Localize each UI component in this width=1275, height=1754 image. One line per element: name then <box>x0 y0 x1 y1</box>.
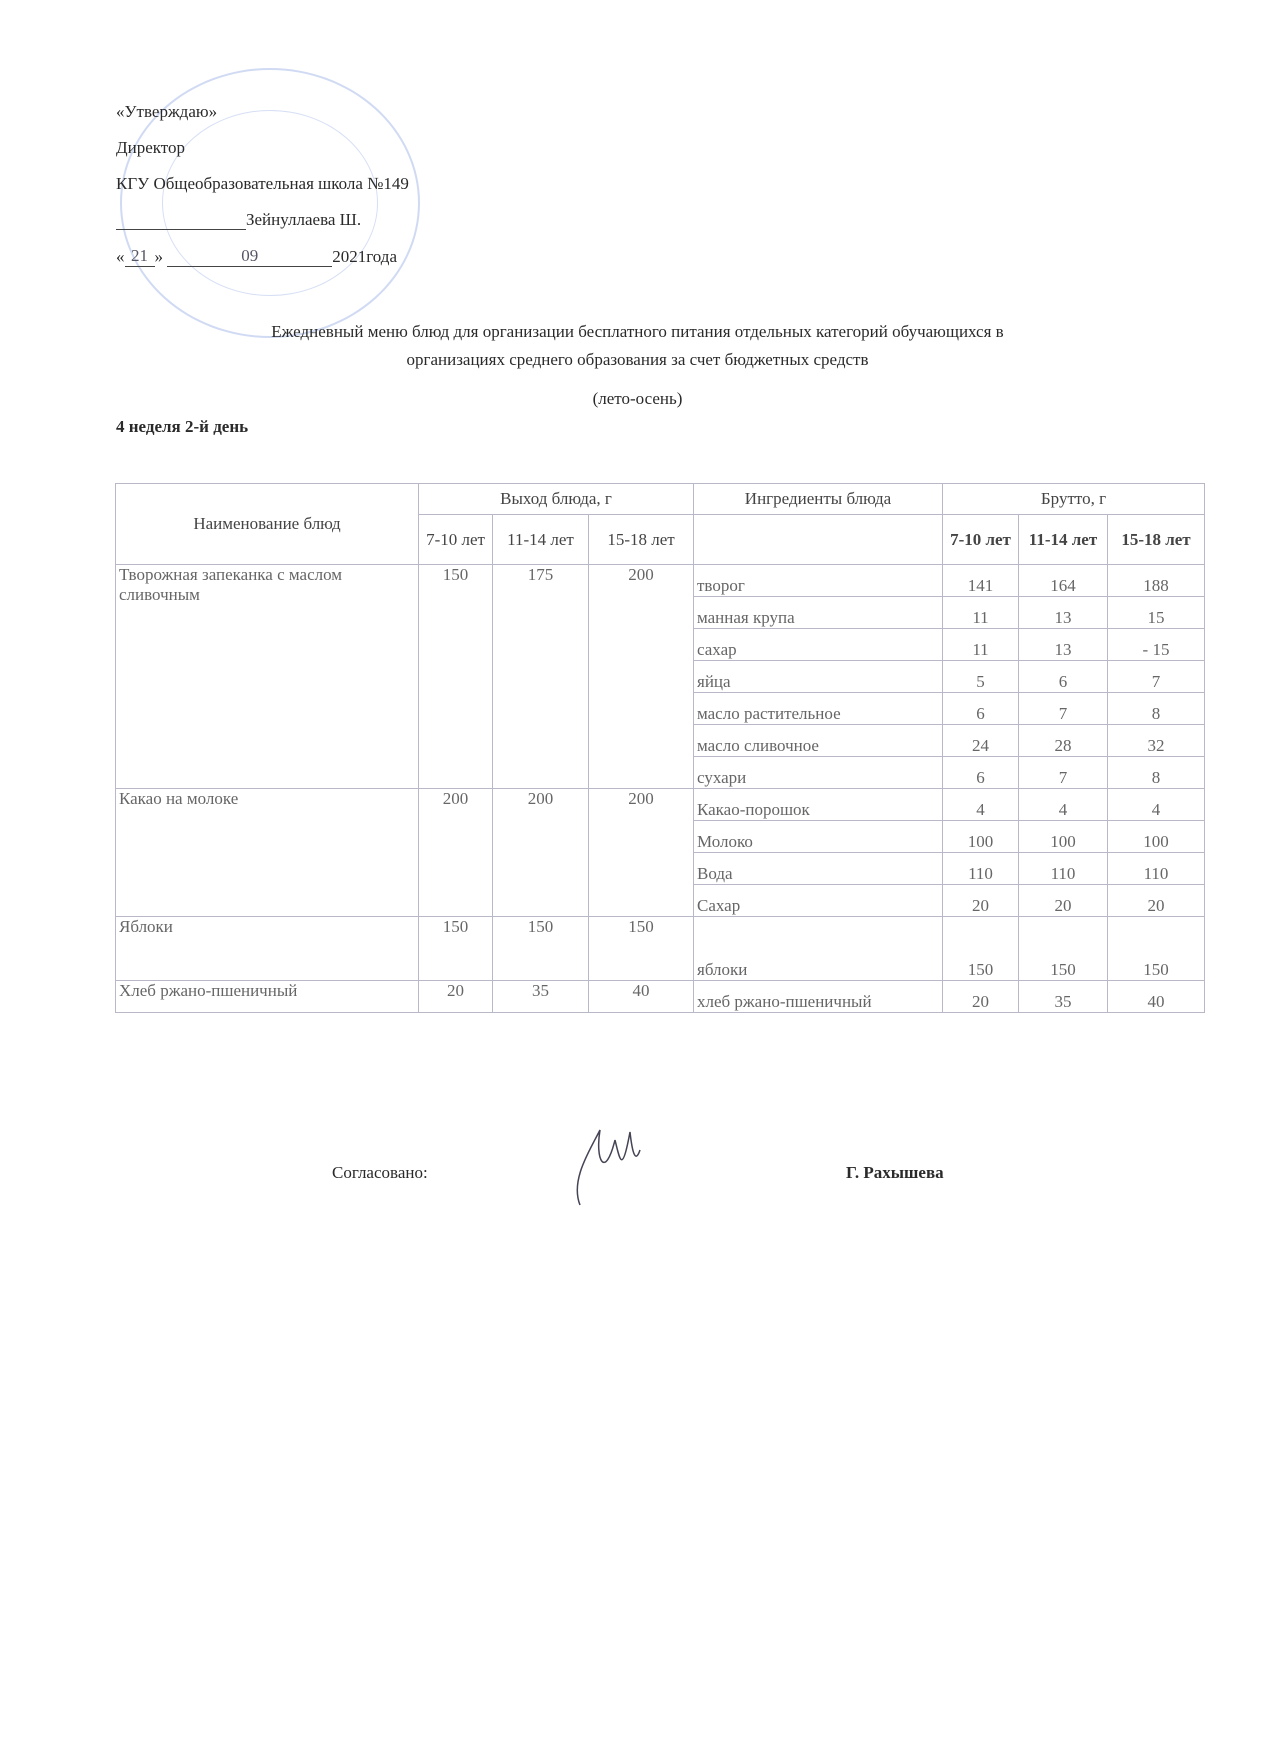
header-gross: Брутто, г <box>943 484 1205 515</box>
dish-output: 200 <box>419 789 493 917</box>
ingredient-name: Какао-порошок <box>694 789 943 821</box>
dish-output: 35 <box>493 981 589 1013</box>
dish-output: 150 <box>493 917 589 981</box>
ingredient-name: творог <box>694 565 943 597</box>
ingredient-gross: 8 <box>1108 693 1205 725</box>
header-gross-age2: 11-14 лет <box>1019 515 1108 565</box>
dish-output: 150 <box>419 565 493 789</box>
ingredient-gross: 20 <box>943 885 1019 917</box>
approval-date: « 21 » 09 2021года <box>116 246 398 266</box>
ingredient-gross: 150 <box>1108 917 1205 981</box>
date-day: 21 <box>125 246 155 267</box>
ingredient-gross: 28 <box>1019 725 1108 757</box>
table-row <box>116 565 1205 597</box>
ingredient-gross: 11 <box>943 597 1019 629</box>
ingredient-gross: 11 <box>943 629 1019 661</box>
header-ingredients-blank <box>694 515 943 565</box>
dish-output: 150 <box>589 917 694 981</box>
table-row <box>116 981 1205 1013</box>
ingredient-name: яблоки <box>694 917 943 981</box>
ingredient-gross: 141 <box>943 565 1019 597</box>
dish-name: Какао на молоке <box>116 789 419 917</box>
ingredient-gross: 4 <box>1108 789 1205 821</box>
ingredient-gross: 100 <box>1019 821 1108 853</box>
ingredient-gross: 110 <box>1108 853 1205 885</box>
dish-output: 175 <box>493 565 589 789</box>
approve-label: «Утверждаю» <box>116 102 218 121</box>
ingredient-gross: 150 <box>1019 917 1108 981</box>
ingredient-name: сахар <box>694 629 943 661</box>
ingredient-name: хлеб ржано-пшеничный <box>694 981 943 1013</box>
ingredient-gross: 20 <box>1108 885 1205 917</box>
ingredient-gross: 20 <box>1019 885 1108 917</box>
ingredient-gross: 5 <box>943 661 1019 693</box>
header-out-age2: 11-14 лет <box>493 515 589 565</box>
agreed-name: Г. Рахышева <box>846 1163 944 1182</box>
ingredient-name: Сахар <box>694 885 943 917</box>
ingredient-name: масло сливочное <box>694 725 943 757</box>
table-row <box>116 789 1205 821</box>
ingredient-gross: 8 <box>1108 757 1205 789</box>
document-title-line2: организациях среднего образования за счет бюджетных средств <box>406 350 869 369</box>
dish-output: 40 <box>589 981 694 1013</box>
ingredient-gross: 188 <box>1108 565 1205 597</box>
ingredient-gross: 13 <box>1019 629 1108 661</box>
signature-blank <box>116 211 246 230</box>
ingredient-name: яйца <box>694 661 943 693</box>
ingredient-name: манная крупа <box>694 597 943 629</box>
ingredient-gross: 32 <box>1108 725 1205 757</box>
table-row <box>116 917 1205 981</box>
ingredient-gross: 6 <box>943 693 1019 725</box>
dish-output: 20 <box>419 981 493 1013</box>
director-label: Директор <box>116 138 185 157</box>
dish-output: 150 <box>419 917 493 981</box>
director-name: Зейнуллаева Ш. <box>246 210 362 229</box>
ingredient-gross: 110 <box>1019 853 1108 885</box>
agreed-label: Согласовано: <box>332 1163 428 1182</box>
ingredient-gross: 7 <box>1019 693 1108 725</box>
ingredient-gross: 110 <box>943 853 1019 885</box>
ingredient-name: масло растительное <box>694 693 943 725</box>
ingredient-gross: 40 <box>1108 981 1205 1013</box>
dish-output: 200 <box>589 565 694 789</box>
header-ingredients: Ингредиенты блюда <box>694 484 943 515</box>
dish-output: 200 <box>493 789 589 917</box>
ingredient-gross: 100 <box>943 821 1019 853</box>
dish-name: Творожная запеканка с маслом сливочным <box>116 565 419 789</box>
dish-output: 200 <box>589 789 694 917</box>
header-out-age1: 7-10 лет <box>419 515 493 565</box>
ingredient-gross: 4 <box>1019 789 1108 821</box>
ingredient-gross: 7 <box>1019 757 1108 789</box>
menu-table <box>115 483 1205 1013</box>
header-output: Выход блюда, г <box>419 484 694 515</box>
ingredient-gross: 7 <box>1108 661 1205 693</box>
document-title-line1: Ежедневный меню блюд для организации бесплатного питания отдельных категорий обучающихся в <box>271 322 1004 341</box>
week-day-label: 4 неделя 2-й день <box>116 417 249 436</box>
ingredient-gross: 6 <box>1019 661 1108 693</box>
dish-name: Хлеб ржано-пшеничный <box>116 981 419 1013</box>
ingredient-name: Молоко <box>694 821 943 853</box>
header-out-age3: 15-18 лет <box>589 515 694 565</box>
season-label: (лето-осень) <box>592 389 683 408</box>
header-gross-age3: 15-18 лет <box>1108 515 1205 565</box>
ingredient-gross: 6 <box>943 757 1019 789</box>
ingredient-gross: 15 <box>1108 597 1205 629</box>
ingredient-name: сухари <box>694 757 943 789</box>
ingredient-gross: 164 <box>1019 565 1108 597</box>
ingredient-gross: 150 <box>943 917 1019 981</box>
date-year: 2021года <box>332 247 398 266</box>
ingredient-gross: 13 <box>1019 597 1108 629</box>
header-dish: Наименование блюд <box>116 484 419 565</box>
ingredient-gross: 24 <box>943 725 1019 757</box>
ingredient-gross: 4 <box>943 789 1019 821</box>
ingredient-gross: 100 <box>1108 821 1205 853</box>
handwritten-signature <box>560 1120 650 1210</box>
ingredient-name: Вода <box>694 853 943 885</box>
header-gross-age1: 7-10 лет <box>943 515 1019 565</box>
ingredient-gross: - 15 <box>1108 629 1205 661</box>
director-signature-line <box>116 210 361 230</box>
organization-name: КГУ Общеобразовательная школа №149 <box>116 174 409 193</box>
ingredient-gross: 35 <box>1019 981 1108 1013</box>
dish-name: Яблоки <box>116 917 419 981</box>
ingredient-gross: 20 <box>943 981 1019 1013</box>
date-month: 09 <box>167 246 332 267</box>
